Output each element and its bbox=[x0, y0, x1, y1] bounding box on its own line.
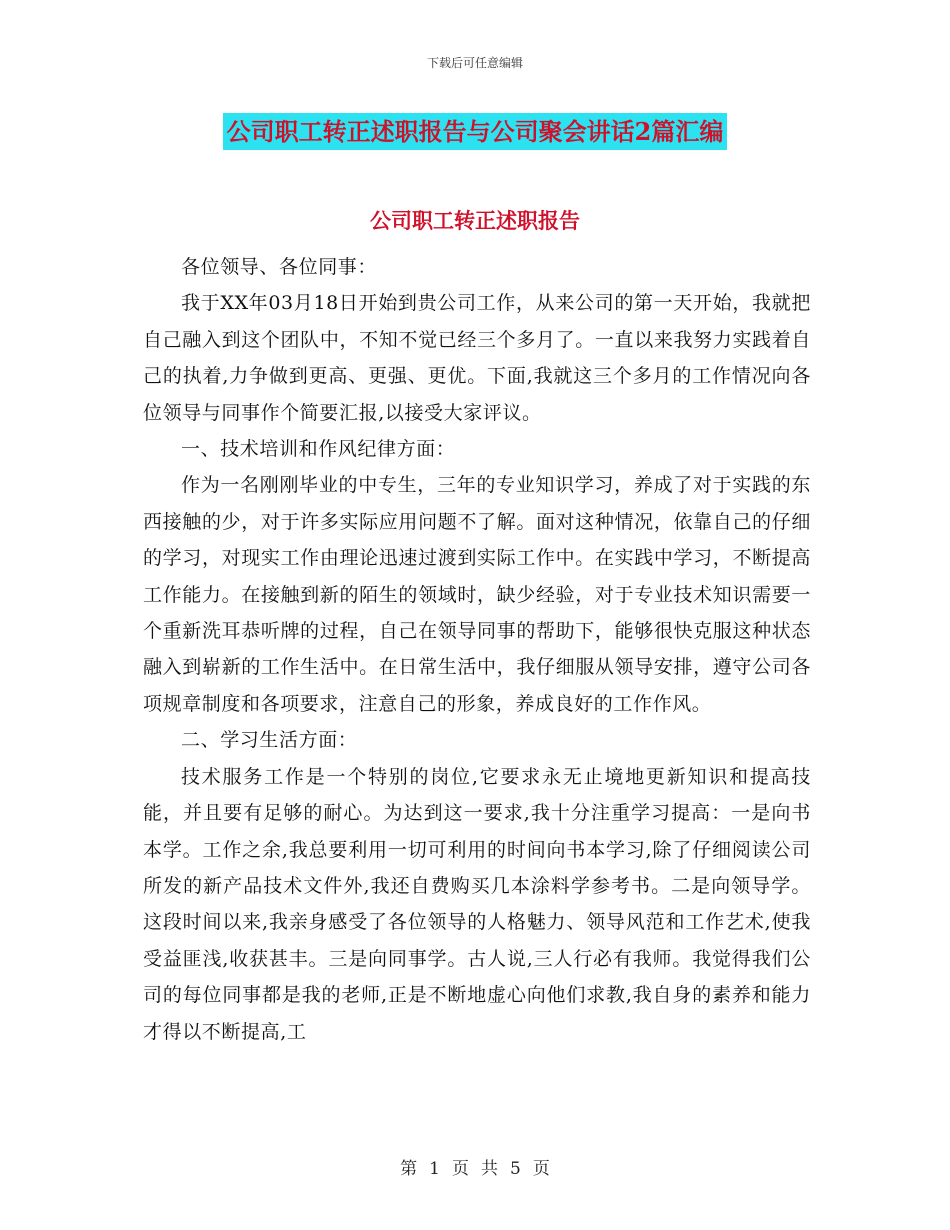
page-footer bbox=[0, 1154, 950, 1179]
total-unit: 页 bbox=[532, 1159, 550, 1179]
section-heading-2: 二、学习生活方面： bbox=[181, 729, 358, 752]
document-body bbox=[143, 249, 811, 1050]
page-unit: 页 bbox=[452, 1159, 469, 1179]
section-title: 公司职工转正述职报告 bbox=[370, 208, 580, 233]
header-note: 下载后可任意编辑 bbox=[426, 56, 523, 70]
document-title-text: 公司职工转正述职报告与公司聚会讲话2篇汇编 bbox=[223, 113, 728, 150]
salutation-paragraph: 各位领导、各位同事： bbox=[181, 256, 378, 278]
section-heading-1: 一、技术培训和作风纪律方面： bbox=[181, 438, 456, 461]
body-paragraph: 作为一名刚刚毕业的中专生，三年的专业知识学习，养成了对于实践的东西接触的少，对于许多实际应用问题不了解。面对这种情况，依靠自己的仔细的学习，对现实工作由理论迅速过渡到实际工作中。在实践中学习，不断提高工作能力。在接触到新的陌生的领域时，缺少经验，对于专业技术知识需要一个重新洗耳恭听牌的过程，自己在领导同事的帮助下，能够很快克服这种状态融入到崭新的工作生活中。在日常生活中，我仔细服从领导安排，遵守公司各项规章制度和各项要求，注意自己的形象，养成良好的工作作风。 bbox=[143, 474, 811, 715]
page-current: 1 bbox=[429, 1159, 440, 1179]
document-title bbox=[0, 112, 950, 147]
body-paragraph: 我于XX年03月18日开始到贵公司工作，从来公司的第一天开始，我就把自己融入到这个团队中，不知不觉已经三个多月了。一直以来我努力实践着自己的执着,力争做到更高、更强、更优。下面,我就这三个多月的工作情况向各位领导与同事作个简要汇报,以接受大家评议。 bbox=[143, 292, 811, 424]
body-paragraph: 技术服务工作是一个特别的岗位,它要求永无止境地更新知识和提高技能，并且要有足够的耐心。为达到这一要求,我十分注重学习提高：一是向书本学。工作之余,我总要利用一切可利用的时间向书本学习,除了仔细阅读公司所发的新产品技术文件外,我还自费购买几本涂料学参考书。二是向领导学。这段时间以来,我亲身感受了各位领导的人格魅力、领导风范和工作艺术,使我受益匪浅,收获甚丰。三是向同事学。古人说,三人行必有我师。我觉得我们公司的每位同事都是我的老师,正是不断地虚心向他们求教,我自身的素养和能力才得以不断提高,工 bbox=[143, 765, 811, 1043]
page-label: 第 bbox=[400, 1159, 418, 1179]
page-total: 5 bbox=[510, 1159, 521, 1179]
total-label: 共 bbox=[481, 1159, 498, 1179]
